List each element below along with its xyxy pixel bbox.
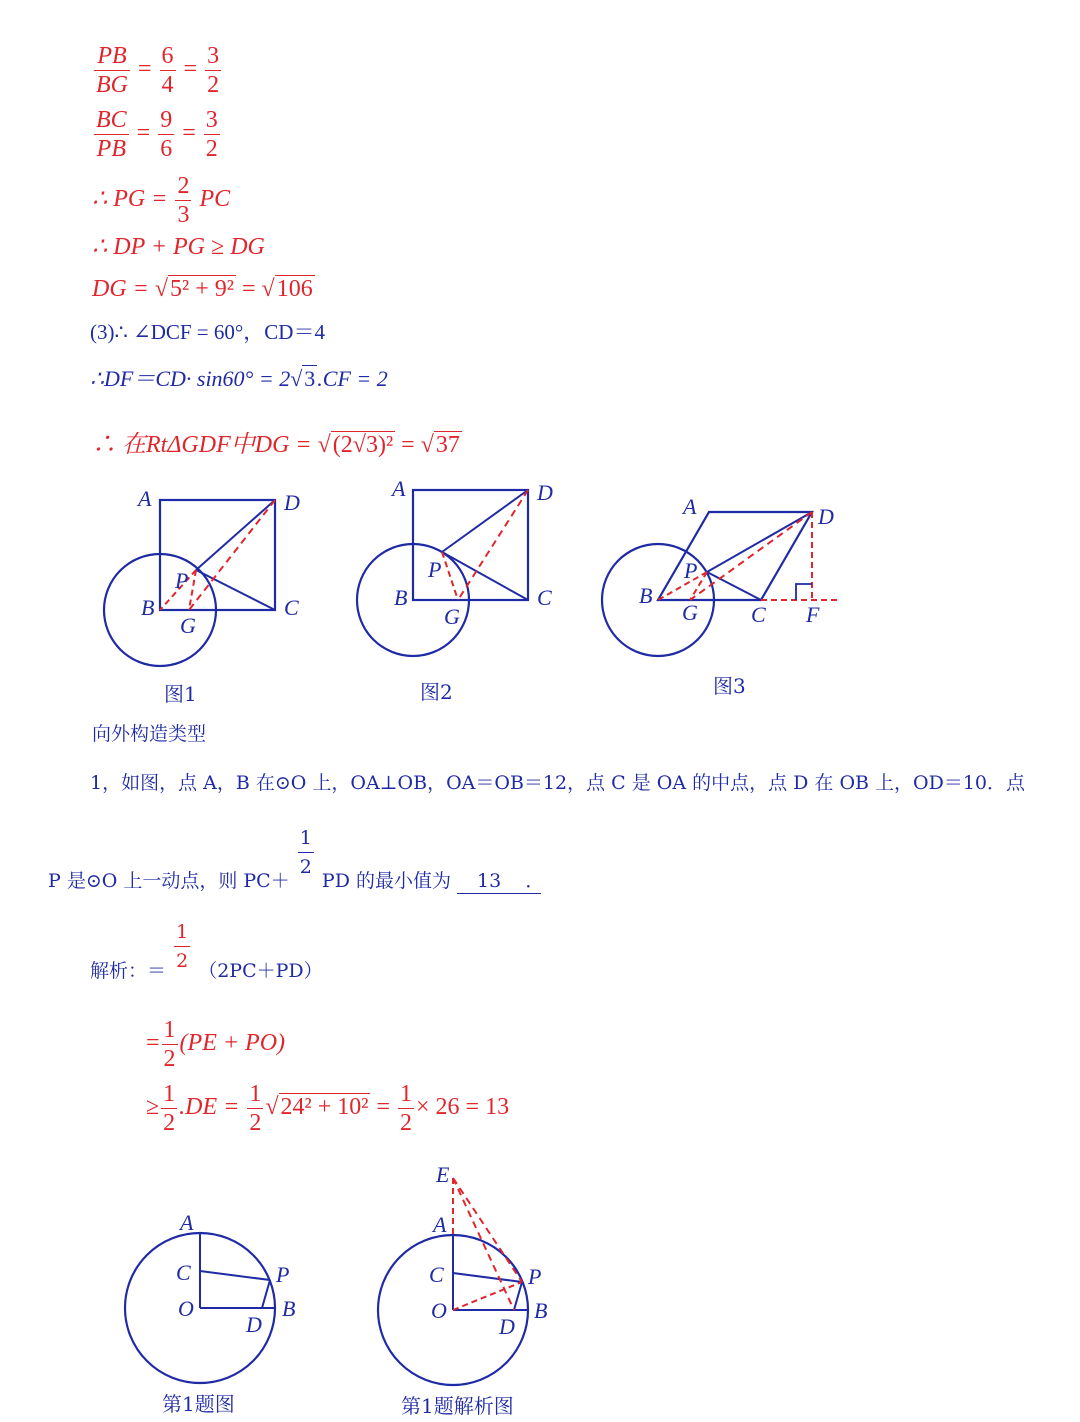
part3-line-1: (3)∴ ∠DCF = 60°，CD＝4 [90, 320, 325, 344]
problem-line-1: 1，如图，点 A，B 在⊙O 上，OA⊥OB，OA＝OB＝12，点 C 是 OA 的中点，点 D 在 OB 上，OD＝10．点 [90, 772, 1026, 794]
line-prefix: ∴ PG = [92, 186, 168, 213]
label-d: D [537, 480, 553, 505]
label-b: B [282, 1296, 296, 1321]
answer-tail: ． [525, 870, 545, 892]
frac-num: 3 [205, 107, 218, 133]
de-eq: .DE = [179, 1094, 240, 1121]
analysis-expr: （2PC＋PD） [198, 960, 323, 982]
frac-num: 1 [163, 1017, 176, 1043]
label-b: B [141, 595, 155, 620]
radicand: (2√3)² [332, 432, 394, 458]
segment-dp [196, 500, 275, 570]
frac-den: 2 [205, 136, 218, 162]
label-c: C [284, 595, 299, 620]
frac-num: 1 [249, 1081, 262, 1107]
analysis-line-1 [90, 918, 323, 983]
frac-den: 2 [176, 950, 189, 972]
caption-figure-3: 图3 [713, 674, 746, 698]
caption-question-figure: 第1题图 [162, 1392, 235, 1416]
frac-num: 2 [177, 173, 190, 199]
label-g: G [180, 613, 196, 638]
frac-num: BC [96, 107, 127, 133]
frac-den: BG [96, 72, 128, 98]
label-b: B [394, 585, 408, 610]
answer-value: 13 [477, 870, 502, 892]
label-e: E [436, 1162, 450, 1187]
analysis-line-2 [146, 1016, 285, 1073]
equals: = [241, 276, 256, 302]
label-a: A [392, 476, 406, 501]
segment-cp [453, 1273, 522, 1282]
label-a: A [433, 1212, 447, 1237]
part3-line-3: ∴ 在RtΔGDF中DG = √(2√3)² = √37 [92, 432, 460, 458]
label-c: C [537, 585, 552, 610]
square [413, 490, 528, 600]
caption-figure-1: 图1 [164, 682, 197, 706]
dg-calc-line: DG = √5² + 9² = √106 [92, 276, 313, 302]
label-o: O [431, 1298, 447, 1323]
ratio-line-2: $\frac{BC}{PB}$ = $\frac{9}{6}$ = $\frac{3}{2}$ [96, 107, 218, 162]
frac-den: 2 [207, 72, 220, 98]
equals: = [401, 432, 415, 458]
label-f: F [806, 602, 820, 627]
label-p: P [276, 1262, 290, 1287]
segment-pc [707, 572, 761, 600]
segment-cp [200, 1271, 270, 1280]
frac-num: 1 [163, 1081, 176, 1107]
frac-den: 2 [163, 1046, 176, 1072]
problem-suffix: PD 的最小值为 [321, 870, 451, 892]
figures-bottom [0, 1150, 1080, 1390]
segment-pc [196, 570, 275, 610]
label-c: C [429, 1262, 444, 1287]
frac-num: PB [94, 42, 130, 71]
dashed-ed [453, 1178, 514, 1310]
radicand: 3 [304, 366, 316, 391]
line-suffix: PC [199, 186, 231, 213]
label-p: P [175, 568, 189, 593]
dashed-op [453, 1282, 522, 1310]
segment-dp [262, 1280, 270, 1308]
label-d: D [818, 504, 834, 529]
label-p: P [428, 557, 442, 582]
right-angle-mark [796, 584, 812, 600]
frac-den: 6 [160, 136, 173, 162]
caption-figure-2: 图2 [420, 680, 453, 704]
radicand: 106 [276, 276, 313, 302]
frac-den: 2 [163, 1110, 176, 1136]
geq: ≥ [146, 1094, 160, 1121]
frac-den: 3 [177, 202, 190, 228]
label-b: B [534, 1298, 548, 1323]
label-p: P [684, 558, 698, 583]
label-o: O [178, 1296, 194, 1321]
frac-num: 1 [174, 918, 190, 947]
pg-relation-line [92, 172, 230, 229]
label-g: G [444, 604, 460, 629]
radicand: 24² + 10² [280, 1094, 369, 1121]
label-c: C [751, 602, 766, 627]
analysis-line-3: ≥ $\frac{1}{2}$ .DE = $\frac{1}{2}$ √24² + 10² = $\frac{1}{2}$ × 26 = 13 [146, 1081, 510, 1136]
label-d: D [246, 1312, 262, 1337]
frac-num: 6 [161, 43, 174, 69]
line-prefix: DG = [92, 276, 149, 302]
line-prefix: ∴ 在RtΔGDF中DG = [92, 432, 312, 458]
label-b: B [639, 583, 653, 608]
line-prefix: ∴DF＝CD· sin60° = 2 [90, 366, 291, 391]
label-d: D [499, 1314, 515, 1339]
label-p: P [528, 1264, 542, 1289]
problem-line-2 [48, 824, 545, 894]
dashed-dg [189, 500, 275, 610]
figure-analysis [378, 1162, 547, 1385]
radicand: 37 [435, 432, 460, 458]
label-a: A [138, 486, 152, 511]
segment-dp [442, 490, 528, 552]
figures-top [0, 470, 1080, 720]
figure-3 [602, 494, 838, 656]
equals: = [376, 1094, 391, 1121]
line-suffix: (PE + PO) [179, 1030, 286, 1057]
ratio-line-1: $\frac{PB}{BG}$ = $\frac{6}{4}$ = $\frac{3}{2}$ [96, 43, 220, 98]
problem-prefix: P 是⊙O 上一动点，则 PC＋ [48, 870, 290, 892]
figure-question [125, 1210, 295, 1383]
figure-2 [357, 476, 553, 656]
frac-num: 1 [400, 1081, 413, 1107]
frac-den: 2 [299, 856, 312, 878]
label-c: C [176, 1260, 191, 1285]
segment-dp [707, 512, 812, 572]
label-d: D [284, 490, 300, 515]
frac-den: PB [96, 136, 126, 162]
frac-num: 1 [298, 824, 314, 853]
equals: = [146, 1030, 160, 1057]
line-suffix: .CF = 2 [317, 366, 388, 391]
frac-num: 3 [207, 43, 220, 69]
inequality-line: ∴ DP + PG ≥ DG [92, 234, 265, 260]
answer-blank [457, 866, 545, 894]
frac-num: 9 [160, 107, 173, 133]
part3-line-2: ∴DF＝CD· sin60° = 2√3.CF = 2 [90, 366, 388, 391]
label-a: A [683, 494, 697, 519]
label-g: G [682, 600, 698, 625]
radicand: 5² + 9² [170, 276, 234, 302]
frac-den: 4 [161, 72, 174, 98]
frac-den: 2 [249, 1110, 262, 1136]
segment-dp [514, 1282, 522, 1310]
dashed-ep [453, 1178, 522, 1282]
section-title: 向外构造类型 [92, 723, 207, 745]
dashed-dg [690, 512, 812, 600]
label-a: A [180, 1210, 194, 1235]
analysis-label: 解析：＝ [90, 960, 167, 982]
figure-1 [104, 486, 300, 666]
dashed-dg [458, 490, 528, 600]
caption-analysis-figure: 第1题解析图 [401, 1394, 514, 1418]
line-suffix: × 26 = 13 [416, 1094, 510, 1121]
frac-den: 2 [400, 1110, 413, 1136]
